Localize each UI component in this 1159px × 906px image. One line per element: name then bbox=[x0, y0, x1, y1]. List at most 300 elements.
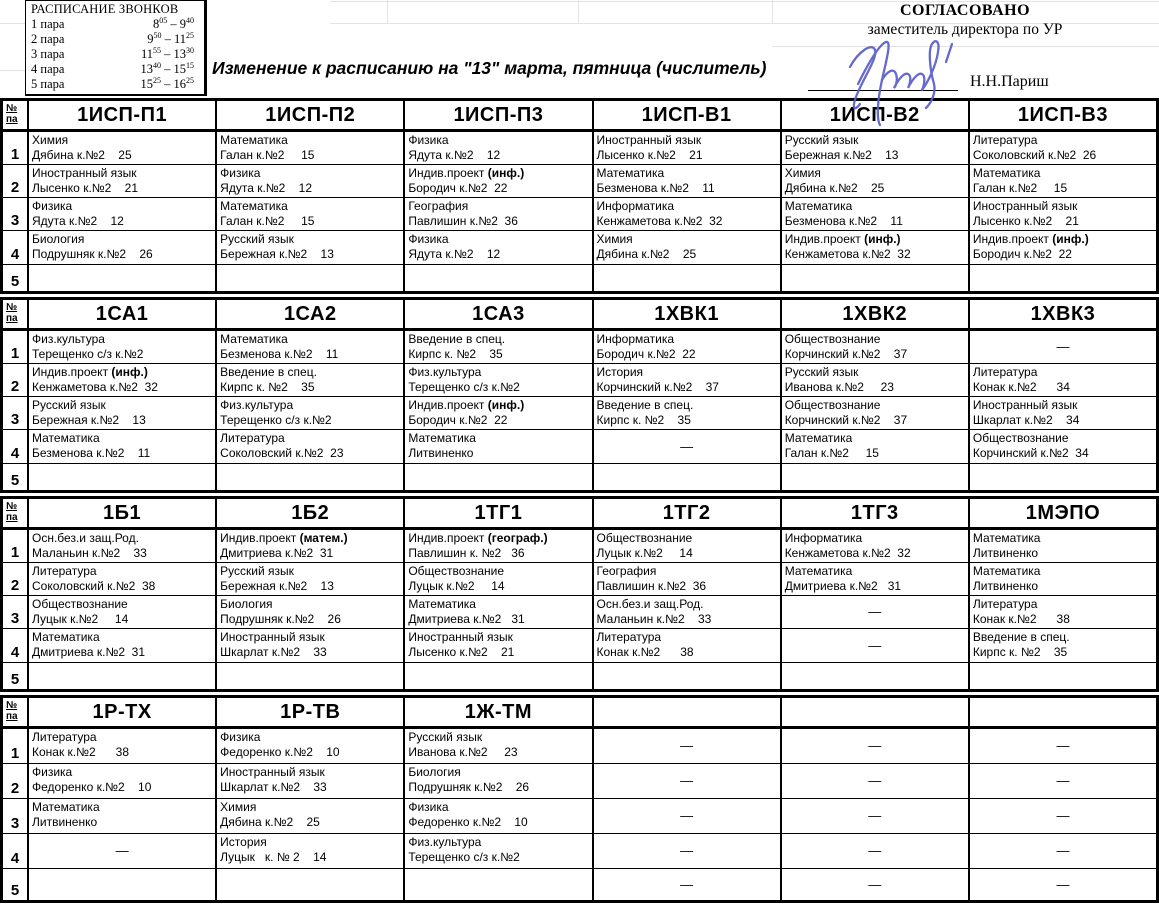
teacher-text: Лысенко к.№2 21 bbox=[408, 644, 515, 659]
subject-text: Математика bbox=[32, 630, 100, 644]
teacher-text: Корчинский к.№2 37 bbox=[784, 346, 908, 361]
subject-text: Биология bbox=[220, 597, 273, 611]
lesson-cell bbox=[594, 563, 780, 596]
lesson-cell bbox=[970, 331, 1156, 364]
bell-pair-label: 2 пара bbox=[31, 32, 65, 46]
row-number: 2 bbox=[3, 364, 27, 397]
teacher-text: Конак к.№2 38 bbox=[596, 644, 694, 659]
subject-text: Математика bbox=[32, 431, 100, 445]
teacher-text: Конак к.№2 38 bbox=[32, 744, 130, 759]
lesson-cell bbox=[405, 799, 591, 834]
lesson-cell bbox=[970, 596, 1156, 629]
lesson-cell bbox=[594, 198, 780, 231]
lesson-cell bbox=[217, 364, 403, 397]
lesson-cell bbox=[970, 799, 1156, 834]
dash-placeholder: — bbox=[868, 738, 882, 754]
dash-placeholder: — bbox=[1056, 339, 1070, 355]
teacher-text: Кенжаметова к.№2 32 bbox=[784, 545, 911, 560]
schedule-block bbox=[0, 98, 1159, 294]
teacher-text: Бережная к.№2 13 bbox=[220, 246, 334, 261]
teacher-text: Кирпс к. №2 35 bbox=[972, 644, 1068, 659]
subject-text: Осн.без.и защ.Род. bbox=[32, 531, 139, 545]
subject-text: История bbox=[220, 835, 267, 849]
lesson-cell bbox=[782, 596, 968, 629]
approval-block bbox=[780, 2, 1150, 91]
group-header: 1ИСП-П3 bbox=[405, 101, 591, 132]
teacher-text: Павлишин к.№2 36 bbox=[596, 578, 707, 593]
teacher-text: Галан к.№2 15 bbox=[220, 213, 315, 228]
row-number: 4 bbox=[3, 430, 27, 464]
lesson-cell bbox=[782, 364, 968, 397]
lesson-cell bbox=[970, 165, 1156, 198]
lesson-cell bbox=[29, 764, 215, 799]
lesson-cell bbox=[217, 231, 403, 265]
group-header: 1Ж-ТМ bbox=[405, 698, 591, 729]
dash-placeholder: — bbox=[680, 843, 694, 859]
row-number: 1 bbox=[3, 530, 27, 563]
subject-text: История bbox=[596, 365, 644, 379]
subject-text: Математика bbox=[972, 564, 1041, 578]
teacher-text: Шкарлат к.№2 34 bbox=[972, 412, 1080, 427]
subject-text: Литература bbox=[32, 730, 97, 744]
subject-text: Литература bbox=[596, 630, 662, 644]
lesson-cell bbox=[594, 834, 780, 869]
subject-text: Обществознание bbox=[596, 531, 693, 545]
lesson-cell bbox=[405, 530, 591, 563]
row-number: 4 bbox=[3, 834, 27, 869]
lesson-cell bbox=[970, 198, 1156, 231]
approval-signature-row bbox=[780, 73, 1150, 91]
teacher-text: Дябина к.№2 25 bbox=[596, 246, 697, 261]
lesson-cell bbox=[782, 430, 968, 464]
group-header: 1МЭПО bbox=[970, 499, 1156, 530]
group-column bbox=[217, 300, 405, 490]
teacher-text: Луцык к.№2 14 bbox=[408, 578, 505, 593]
lesson-cell bbox=[405, 729, 591, 764]
lesson-cell bbox=[782, 198, 968, 231]
gridline bbox=[578, 0, 579, 23]
teacher-text: Федоренко к.№2 10 bbox=[408, 814, 528, 829]
subject-text: Обществознание bbox=[784, 398, 881, 412]
group-column bbox=[405, 499, 593, 689]
lesson-cell bbox=[29, 663, 215, 689]
teacher-text: Маланьин к.№2 33 bbox=[596, 611, 712, 626]
lesson-cell bbox=[970, 764, 1156, 799]
subject-text: Литература bbox=[32, 564, 97, 578]
bell-pair-label: 3 пара bbox=[31, 47, 65, 61]
teacher-text: Луцык к. № 2 14 bbox=[220, 849, 327, 864]
subject-text: Введение в спец. bbox=[408, 332, 506, 346]
teacher-text: Кенжаметова к.№2 32 bbox=[596, 213, 723, 228]
subject-text: Иностранный язык bbox=[220, 630, 325, 644]
teacher-text: Дмитриева к.№2 31 bbox=[784, 578, 902, 593]
dash-placeholder: — bbox=[1056, 876, 1070, 892]
lesson-cell bbox=[970, 265, 1156, 291]
subject-text: Математика bbox=[972, 166, 1041, 180]
subject-text: Иностранный язык bbox=[32, 166, 137, 180]
group-header: 1ХВК1 bbox=[594, 300, 780, 331]
teacher-text: Галан к.№2 15 bbox=[972, 180, 1068, 195]
lesson-cell bbox=[217, 165, 403, 198]
teacher-text: Ядута к.№2 12 bbox=[408, 147, 501, 162]
teacher-text: Дябина к.№2 25 bbox=[32, 147, 132, 162]
approval-role: заместитель директора по УР bbox=[867, 21, 1063, 38]
bell-row bbox=[31, 32, 200, 47]
lesson-cell bbox=[594, 331, 780, 364]
lesson-cell bbox=[29, 869, 215, 900]
bell-pair-label: 4 пара bbox=[31, 62, 65, 76]
teacher-text: Соколовский к.№2 23 bbox=[220, 445, 344, 460]
subject-text: Введение в спец. bbox=[596, 398, 694, 412]
teacher-text: Литвиненко bbox=[32, 814, 98, 829]
group-column bbox=[594, 499, 782, 689]
subject-text: Русский язык bbox=[784, 133, 859, 147]
lesson-cell bbox=[782, 231, 968, 265]
teacher-text: Дябина к.№2 25 bbox=[784, 180, 885, 195]
group-header: 1ИСП-П1 bbox=[29, 101, 215, 132]
gridline bbox=[0, 23, 25, 24]
group-column bbox=[594, 698, 782, 900]
teacher-text: Павлишин к.№2 36 bbox=[408, 213, 518, 228]
lesson-cell bbox=[29, 430, 215, 464]
teacher-text: Дмитриева к.№2 31 bbox=[220, 545, 334, 560]
teacher-text: Иванова к.№2 23 bbox=[408, 744, 518, 759]
group-column bbox=[970, 698, 1156, 900]
teacher-text: Корчинский к.№2 37 bbox=[784, 412, 908, 427]
lesson-cell bbox=[782, 799, 968, 834]
group-column bbox=[29, 101, 217, 291]
group-column bbox=[970, 499, 1156, 689]
lesson-cell bbox=[782, 869, 968, 900]
lesson-cell bbox=[405, 198, 591, 231]
subject-text: Обществознание bbox=[784, 332, 881, 346]
lesson-cell bbox=[970, 629, 1156, 663]
subject-text: Индив.проект (инф.) bbox=[408, 166, 525, 180]
pair-number-column bbox=[3, 499, 29, 689]
row-number: 1 bbox=[3, 132, 27, 165]
bell-schedule-rows bbox=[31, 17, 200, 92]
lesson-cell bbox=[217, 430, 403, 464]
lesson-cell bbox=[782, 397, 968, 430]
bell-schedule-box bbox=[25, 0, 207, 96]
subject-text: Математика bbox=[220, 332, 288, 346]
group-column bbox=[970, 300, 1156, 490]
subject-text: Физ.культура bbox=[32, 332, 105, 346]
subject-text: Физика bbox=[220, 730, 261, 744]
lesson-cell bbox=[217, 799, 403, 834]
lesson-cell bbox=[29, 265, 215, 291]
subject-text: Физика bbox=[32, 199, 73, 213]
subject-text: Физика bbox=[32, 765, 73, 779]
lesson-cell bbox=[217, 563, 403, 596]
teacher-text: Лысенко к.№2 21 bbox=[32, 180, 139, 195]
row-number: 1 bbox=[3, 729, 27, 764]
lesson-cell bbox=[29, 165, 215, 198]
lesson-cell bbox=[405, 430, 591, 464]
lesson-cell bbox=[29, 834, 215, 869]
subject-text: Математика bbox=[220, 133, 288, 147]
group-header: 1СА3 bbox=[405, 300, 591, 331]
lesson-cell bbox=[970, 464, 1156, 490]
lesson-cell bbox=[217, 331, 403, 364]
subject-text: Математика bbox=[784, 199, 853, 213]
row-number: 2 bbox=[3, 563, 27, 596]
teacher-text: Литвиненко bbox=[408, 445, 474, 460]
group-header: 1ИСП-В3 bbox=[970, 101, 1156, 132]
lesson-cell bbox=[29, 596, 215, 629]
lesson-cell bbox=[594, 764, 780, 799]
row-number: 5 bbox=[10, 882, 20, 899]
lesson-cell bbox=[594, 729, 780, 764]
group-column bbox=[29, 300, 217, 490]
dash-placeholder: — bbox=[868, 773, 882, 789]
subject-text: Индив.проект (инф.) bbox=[972, 232, 1089, 246]
group-column bbox=[217, 698, 405, 900]
lesson-cell bbox=[405, 834, 591, 869]
group-column bbox=[594, 101, 782, 291]
teacher-text: Бородич к.№2 22 bbox=[408, 180, 508, 195]
pair-number-header: № па bbox=[3, 101, 27, 132]
subject-text: Литература bbox=[972, 597, 1038, 611]
subject-text: Введение в спец. bbox=[220, 365, 317, 379]
lesson-cell bbox=[594, 231, 780, 265]
lesson-cell bbox=[782, 331, 968, 364]
teacher-text: Галан к.№2 15 bbox=[220, 147, 315, 162]
lesson-cell bbox=[29, 729, 215, 764]
lesson-cell bbox=[217, 869, 403, 900]
subject-text: Биология bbox=[32, 232, 85, 246]
lesson-cell bbox=[594, 869, 780, 900]
teacher-text: Кирпс к. №2 35 bbox=[220, 379, 315, 394]
dash-placeholder: — bbox=[680, 438, 694, 454]
lesson-cell bbox=[782, 834, 968, 869]
lesson-cell bbox=[217, 530, 403, 563]
lesson-cell bbox=[970, 663, 1156, 689]
lesson-cell bbox=[29, 629, 215, 663]
subject-text: Физ.культура bbox=[220, 398, 294, 412]
lesson-cell bbox=[217, 265, 403, 291]
lesson-cell bbox=[970, 563, 1156, 596]
group-header: 1ТГ2 bbox=[594, 499, 780, 530]
group-header: 1СА1 bbox=[29, 300, 215, 331]
teacher-text: Кирпс к. №2 35 bbox=[408, 346, 503, 361]
lesson-cell bbox=[29, 397, 215, 430]
lesson-cell bbox=[782, 629, 968, 663]
subject-text: Индив.проект (инф.) bbox=[32, 365, 148, 379]
lesson-cell bbox=[217, 596, 403, 629]
teacher-text: Шкарлат к.№2 33 bbox=[220, 779, 327, 794]
gridline bbox=[387, 0, 388, 23]
gridline bbox=[772, 0, 773, 23]
teacher-text: Корчинский к.№2 34 bbox=[972, 445, 1089, 460]
bell-pair-label: 5 пара bbox=[31, 77, 65, 91]
subject-text: Иностранный язык bbox=[596, 133, 702, 147]
row-number: 3 bbox=[3, 596, 27, 629]
subject-text: Физика bbox=[408, 232, 449, 246]
lesson-cell bbox=[217, 132, 403, 165]
lesson-cell bbox=[405, 132, 591, 165]
lesson-cell bbox=[594, 530, 780, 563]
lesson-cell bbox=[217, 834, 403, 869]
teacher-text: Литвиненко bbox=[972, 545, 1038, 560]
subject-text: Информатика bbox=[596, 199, 675, 213]
teacher-text: Терещенко с/з к.№2 bbox=[408, 849, 520, 864]
teacher-text: Луцык к.№2 14 bbox=[596, 545, 693, 560]
bell-time-range: $15^{25} - 16^{25}$ bbox=[140, 75, 194, 91]
bell-pair-label: 1 пара bbox=[31, 17, 65, 31]
teacher-text: Безменова к.№2 11 bbox=[220, 346, 339, 361]
signature-line bbox=[808, 77, 958, 91]
lesson-cell bbox=[405, 265, 591, 291]
schedule-block bbox=[0, 496, 1159, 692]
subject-text: Физ.культура bbox=[408, 365, 482, 379]
bell-row bbox=[31, 77, 200, 92]
group-column bbox=[29, 499, 217, 689]
group-header: 1ТГ3 bbox=[782, 499, 968, 530]
lesson-cell bbox=[594, 430, 780, 464]
subject-text: Физика bbox=[408, 800, 449, 814]
teacher-text: Подрушняк к.№2 26 bbox=[220, 611, 341, 626]
approval-stamp: СОГЛАСОВАНО bbox=[899, 2, 1031, 19]
row-number: 2 bbox=[3, 165, 27, 198]
pair-number-header: № па bbox=[3, 499, 27, 530]
group-header: 1ХВК3 bbox=[970, 300, 1156, 331]
lesson-cell bbox=[405, 596, 591, 629]
group-column bbox=[29, 698, 217, 900]
teacher-text: Дябина к.№2 25 bbox=[220, 814, 320, 829]
subject-text: Химия bbox=[784, 166, 821, 180]
dash-placeholder: — bbox=[115, 843, 129, 859]
group-header bbox=[970, 698, 1156, 729]
row-number: 3 bbox=[3, 198, 27, 231]
pair-number-header: № па bbox=[3, 300, 27, 331]
subject-text: Математика bbox=[408, 597, 476, 611]
lesson-cell bbox=[782, 165, 968, 198]
dash-placeholder: — bbox=[868, 876, 882, 892]
lesson-cell bbox=[217, 764, 403, 799]
teacher-text: Федоренко к.№2 10 bbox=[220, 744, 340, 759]
dash-placeholder: — bbox=[680, 738, 694, 754]
lesson-cell bbox=[594, 596, 780, 629]
teacher-text: Бородич к.№2 22 bbox=[408, 412, 508, 427]
lesson-cell bbox=[782, 729, 968, 764]
group-column bbox=[782, 698, 970, 900]
dash-placeholder: — bbox=[1056, 843, 1070, 859]
subject-text: Индив.проект (матем.) bbox=[220, 531, 348, 545]
teacher-text: Корчинский к.№2 37 bbox=[596, 379, 719, 394]
dash-placeholder: — bbox=[680, 808, 694, 824]
schedule-block bbox=[0, 297, 1159, 493]
lesson-cell bbox=[970, 869, 1156, 900]
group-header: 1Р-ТВ bbox=[217, 698, 403, 729]
subject-text: Информатика bbox=[784, 531, 863, 545]
lesson-cell bbox=[29, 132, 215, 165]
schedule-table bbox=[0, 98, 1159, 906]
subject-text: Иностранный язык bbox=[972, 398, 1078, 412]
teacher-text: Маланьин к.№2 33 bbox=[32, 545, 147, 560]
bell-row bbox=[31, 47, 200, 62]
lesson-cell bbox=[405, 231, 591, 265]
subject-text: Химия bbox=[220, 800, 257, 814]
subject-text: Математика bbox=[408, 431, 476, 445]
lesson-cell bbox=[970, 834, 1156, 869]
bell-time-range: $13^{40} - 15^{15}$ bbox=[140, 60, 194, 76]
lesson-cell bbox=[217, 663, 403, 689]
lesson-cell bbox=[405, 397, 591, 430]
group-column bbox=[594, 300, 782, 490]
teacher-text: Дмитриева к.№2 31 bbox=[408, 611, 525, 626]
lesson-cell bbox=[405, 563, 591, 596]
row-number: 4 bbox=[3, 231, 27, 265]
teacher-text: Безменова к.№2 11 bbox=[596, 180, 715, 195]
group-header: 1ИСП-В2 bbox=[782, 101, 968, 132]
subject-text: Русский язык bbox=[32, 398, 106, 412]
group-header: 1ХВК2 bbox=[782, 300, 968, 331]
pair-number-column bbox=[3, 101, 29, 291]
lesson-cell bbox=[29, 231, 215, 265]
teacher-text: Терещенко с/з к.№2 bbox=[408, 379, 520, 394]
subject-text: Математика bbox=[220, 199, 288, 213]
teacher-text: Бережная к.№2 13 bbox=[32, 412, 146, 427]
teacher-text: Подрушняк к.№2 26 bbox=[32, 246, 153, 261]
teacher-text: Бородич к.№2 22 bbox=[972, 246, 1072, 261]
teacher-text: Конак к.№2 38 bbox=[972, 611, 1070, 626]
lesson-cell bbox=[970, 231, 1156, 265]
lesson-cell bbox=[405, 869, 591, 900]
pair-number-header: № па bbox=[3, 698, 27, 729]
subject-text: Индив.проект (инф.) bbox=[784, 232, 901, 246]
lesson-cell bbox=[405, 464, 591, 490]
lesson-cell bbox=[405, 764, 591, 799]
subject-text: Математика bbox=[596, 166, 665, 180]
subject-text: Информатика bbox=[596, 332, 675, 346]
group-column bbox=[782, 499, 970, 689]
group-header: 1ИСП-П2 bbox=[217, 101, 403, 132]
bell-time-range: $8^{05} - 9^{40}$ bbox=[153, 15, 194, 31]
group-column bbox=[782, 300, 970, 490]
teacher-text: Иванова к.№2 23 bbox=[784, 379, 894, 394]
lesson-cell bbox=[405, 364, 591, 397]
lesson-cell bbox=[782, 764, 968, 799]
subject-text: География bbox=[596, 564, 657, 578]
subject-text: Литература bbox=[972, 133, 1038, 147]
bell-time-range: $9^{50} - 11^{25}$ bbox=[147, 30, 194, 46]
teacher-text: Литвиненко bbox=[972, 578, 1038, 593]
dash-placeholder: — bbox=[680, 773, 694, 789]
subject-text: Химия bbox=[32, 133, 69, 147]
group-column bbox=[405, 101, 593, 291]
lesson-cell bbox=[594, 132, 780, 165]
lesson-cell bbox=[782, 464, 968, 490]
lesson-cell bbox=[217, 198, 403, 231]
subject-text: Индив.проект (географ.) bbox=[408, 531, 548, 545]
teacher-text: Кенжаметова к.№2 32 bbox=[784, 246, 911, 261]
dash-placeholder: — bbox=[1056, 808, 1070, 824]
subject-text: Физика bbox=[408, 133, 449, 147]
pair-number-column bbox=[3, 698, 29, 900]
lesson-cell bbox=[29, 464, 215, 490]
gridline bbox=[0, 70, 25, 71]
subject-text: Химия bbox=[596, 232, 633, 246]
group-header: 1Р-ТХ bbox=[29, 698, 215, 729]
lesson-cell bbox=[594, 364, 780, 397]
subject-text: Индив.проект (инф.) bbox=[408, 398, 525, 412]
subject-text: Иностранный язык bbox=[220, 765, 325, 779]
subject-text: Обществознание bbox=[408, 564, 505, 578]
group-column bbox=[405, 300, 593, 490]
row-number: 5 bbox=[10, 273, 20, 290]
subject-text: Физика bbox=[220, 166, 261, 180]
